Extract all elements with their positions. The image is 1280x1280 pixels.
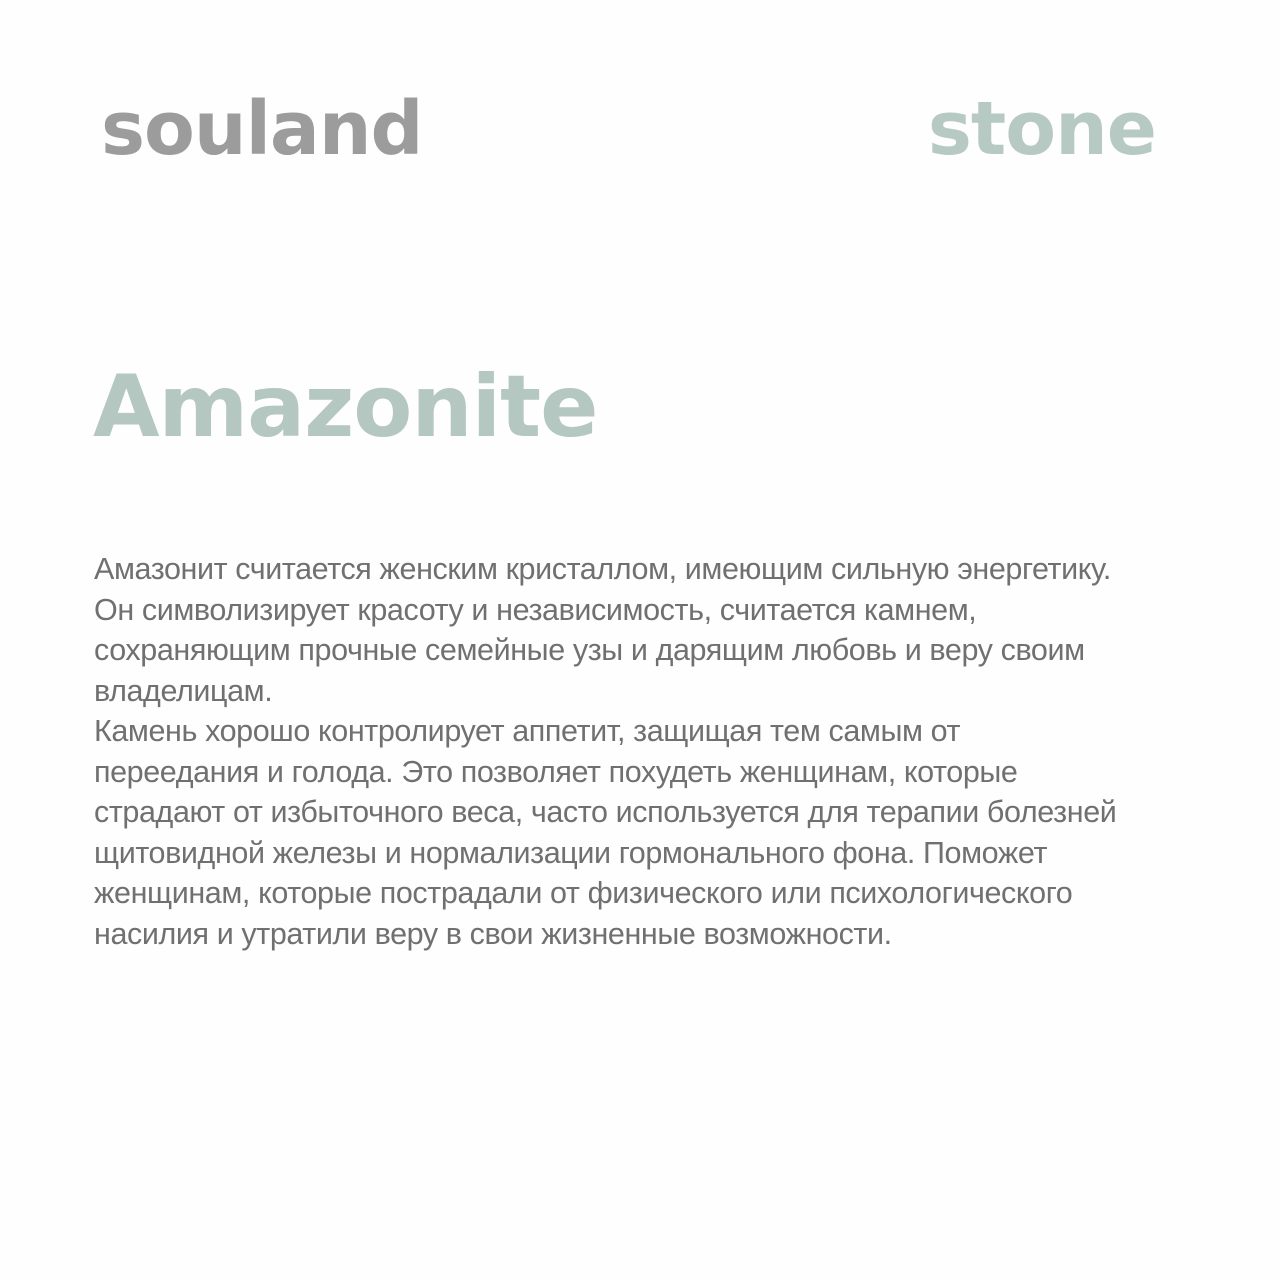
description-paragraph-1: Амазонит считается женским кристаллом, имеющим сильную энергетику. Он символизирует красоту и независимость, считается камнем, сохраняющим прочные семейные узы и дарящим любовь и веру своим владелицам. [94, 552, 1111, 708]
description-paragraph-2: Камень хорошо контролирует аппетит, защищая тем самым от переедания и голода. Это позволяет похудеть женщинам, которые страдают от избыточного веса, часто используется для терапии болезней щитовидной железы и нормализации гормонального фона. Поможет женщинам, которые пострадали от физического или психологического насилия и утратили веру в свои жизненные возможности. [94, 714, 1117, 951]
brand-name-stone: stone [927, 86, 1156, 172]
description [94, 549, 1254, 954]
brand-name-souland: souland [101, 86, 423, 172]
page-title: Amazonite [93, 357, 598, 457]
